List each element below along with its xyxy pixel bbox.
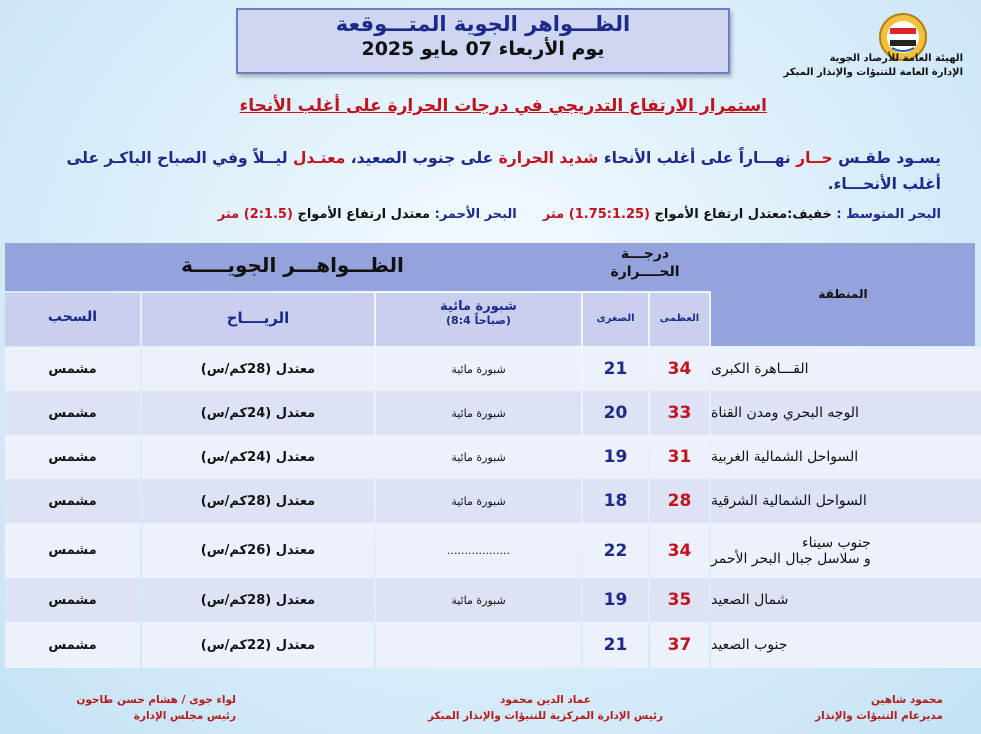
- table-header-top: [5, 243, 711, 291]
- region-header-label: المنطقة: [818, 287, 868, 301]
- wind-cell: [142, 578, 374, 622]
- desc-part: على جنوب الصعيد،: [345, 149, 499, 167]
- desc-part: ليــلاً وفي الصباح الباكـر على أغلب الأنحـــاء.: [66, 149, 941, 193]
- max-value: 31: [667, 447, 692, 467]
- temp-header-line-2: الحــــرارة: [610, 264, 680, 280]
- fog-cell: [376, 435, 581, 479]
- cloud-header: [5, 293, 140, 346]
- min-cell: [583, 391, 648, 435]
- region-cell: [711, 435, 981, 479]
- cloud-value: مشمس: [48, 449, 97, 465]
- max-cell: [650, 391, 709, 435]
- table-row: [5, 578, 975, 622]
- region-cell: [711, 523, 981, 578]
- fog-cell: [376, 578, 581, 622]
- min-value: 19: [603, 590, 628, 610]
- region-name: جنوب الصعيد: [711, 637, 788, 653]
- forecast-table: [5, 243, 975, 668]
- wind-header: [142, 293, 374, 346]
- med-wave-height: (1.75:1.25) متر: [542, 207, 650, 222]
- min-cell: [583, 435, 648, 479]
- org-line-2: الإدارة العامة للتنبؤات والإنذار المبكر: [783, 67, 963, 78]
- med-wave-label: ارتفاع الأمواج: [650, 207, 748, 222]
- temp-header-line-1: درجـــة: [620, 246, 670, 262]
- org-line-1: الهيئة العامة للأرصاد الجوية: [829, 53, 963, 64]
- cloud-cell: [5, 435, 140, 479]
- signature-left-title: رئيس مجلس الإدارة: [133, 710, 236, 722]
- page-title: الظـــواهر الجوية المتـــوقعة: [335, 12, 631, 36]
- min-cell: [583, 347, 648, 391]
- region-cell: [711, 347, 981, 391]
- fog-header-label: شبورة مائية: [440, 299, 517, 314]
- table-row: [5, 391, 975, 435]
- cloud-cell: [5, 622, 140, 668]
- table-row: [5, 523, 975, 578]
- fog-value: شبورة مائية: [451, 406, 506, 420]
- fog-cell: [376, 479, 581, 523]
- desc-moderate: معتـدل: [292, 149, 346, 167]
- max-cell: [650, 347, 709, 391]
- max-cell: [650, 523, 709, 578]
- max-cell: [650, 435, 709, 479]
- region-header: [711, 243, 975, 346]
- fog-cell: [376, 622, 581, 668]
- med-sea-state: خفيف:معتدل: [747, 207, 837, 222]
- max-value: 34: [667, 359, 692, 379]
- fog-cell: [376, 523, 581, 578]
- title-box: [236, 8, 730, 74]
- max-header-label: العظمى: [659, 313, 700, 324]
- signature-right-name: محمود شاهين: [870, 694, 943, 706]
- fog-value: شبورة مائية: [451, 362, 506, 376]
- min-value: 18: [603, 491, 628, 511]
- headline: استمرار الارتفاع التدريجي في درجات الحرارة على أغلب الأنحاء: [239, 96, 767, 116]
- fog-cell: [376, 391, 581, 435]
- max-value: 37: [667, 635, 692, 655]
- min-value: 22: [603, 540, 628, 561]
- fog-header: [376, 293, 581, 346]
- wind-cell: [142, 391, 374, 435]
- region-name-line-2: و سلاسل جبال البحر الأحمر: [711, 550, 871, 567]
- sea-conditions: [218, 207, 941, 222]
- table-row: [5, 435, 975, 479]
- cloud-value: مشمس: [48, 592, 97, 608]
- cloud-cell: [5, 347, 140, 391]
- fog-cell: [376, 347, 581, 391]
- signature-right-title: مديرعام التنبؤات والإنذار: [815, 710, 943, 722]
- table-row: [5, 479, 975, 523]
- cloud-header-label: السحب: [47, 309, 98, 325]
- region-cell: [711, 479, 981, 523]
- region-cell: [711, 578, 981, 622]
- forecast-date: يوم الأربعاء 07 مايو 2025: [361, 38, 605, 60]
- min-value: 19: [603, 447, 628, 467]
- min-header: [583, 293, 648, 346]
- signature-center-name: عماد الدين محمود: [500, 694, 591, 706]
- region-name: الوجه البحري ومدن القناة: [711, 405, 859, 421]
- max-cell: [650, 479, 709, 523]
- region-name: السواحل الشمالية الغربية: [711, 449, 859, 465]
- signature-left: [76, 692, 236, 724]
- red-wave-height: (2:1.5) متر: [217, 207, 293, 222]
- wind-value: معتدل (28كم/س): [200, 592, 316, 608]
- fog-value: شبورة مائية: [451, 593, 506, 607]
- region-name: السواحل الشمالية الشرقية: [711, 493, 867, 509]
- min-cell: [583, 578, 648, 622]
- desc-part: نهـــاراً على أغلب الأنحاء: [598, 149, 797, 167]
- wind-value: معتدل (24كم/س): [200, 405, 316, 421]
- table-row: [5, 347, 975, 391]
- cloud-cell: [5, 391, 140, 435]
- desc-part: يسـود طقـس: [832, 149, 941, 167]
- temperature-header: [585, 245, 705, 281]
- min-value: 20: [603, 403, 628, 423]
- wind-value: معتدل (24كم/س): [200, 449, 316, 465]
- max-value: 28: [667, 491, 692, 511]
- red-sea-label: البحر الأحمر:: [434, 207, 517, 222]
- organization-name: [784, 52, 964, 80]
- wind-value: معتدل (28كم/س): [200, 361, 316, 377]
- signature-center: [428, 692, 663, 724]
- desc-hot: حــار: [796, 149, 833, 167]
- wind-value: معتدل (28كم/س): [200, 493, 316, 509]
- min-cell: [583, 523, 648, 578]
- med-sea-label: البحر المتوسط :: [836, 207, 941, 222]
- region-cell: [711, 391, 981, 435]
- signature-left-name: لواء جوى / هشام حسن طاحون: [76, 694, 236, 706]
- fog-value: شبورة مائية: [451, 450, 506, 464]
- min-value: 21: [603, 359, 628, 379]
- fog-header-time: (8:4 صباحاً): [446, 314, 511, 327]
- cloud-cell: [5, 578, 140, 622]
- wind-cell: [142, 523, 374, 578]
- region-name: شمال الصعيد: [711, 592, 789, 608]
- wind-value: معتدل (26كم/س): [200, 543, 316, 558]
- cloud-cell: [5, 479, 140, 523]
- wind-cell: [142, 622, 374, 668]
- region-name: جنوب سيناء: [802, 534, 871, 551]
- region-cell: [711, 622, 981, 668]
- cloud-value: مشمس: [48, 637, 97, 653]
- cloud-value: مشمس: [48, 543, 97, 558]
- wind-cell: [142, 479, 374, 523]
- fog-value: شبورة مائية: [451, 494, 506, 508]
- phenomena-header: الظـــواهـــر الجويـــــة: [181, 253, 404, 277]
- max-value: 34: [667, 540, 692, 561]
- max-value: 33: [667, 403, 692, 423]
- red-wave-label: ارتفاع الأمواج: [292, 207, 391, 222]
- min-cell: [583, 622, 648, 668]
- min-header-label: الصغرى: [596, 313, 635, 324]
- max-header: [650, 293, 709, 346]
- table-row: [5, 622, 975, 668]
- max-cell: [650, 622, 709, 668]
- region-name: القـــاهرة الكبرى: [711, 361, 809, 377]
- weather-description: [41, 145, 941, 197]
- signature-center-title: رئيس الإدارة المركزية للتنبؤات والإنذار المبكر: [427, 710, 663, 722]
- cloud-value: مشمس: [48, 405, 97, 421]
- max-cell: [650, 578, 709, 622]
- desc-very-hot: شديد الحرارة: [498, 149, 599, 167]
- fog-value: ..................: [447, 544, 510, 557]
- wind-header-label: الريــــاح: [226, 309, 290, 327]
- red-sea-state: معتدل: [390, 207, 435, 222]
- wind-value: معتدل (22كم/س): [200, 637, 316, 653]
- cloud-value: مشمس: [48, 493, 97, 509]
- max-value: 35: [667, 590, 692, 610]
- wind-cell: [142, 435, 374, 479]
- min-value: 21: [603, 635, 628, 655]
- cloud-cell: [5, 523, 140, 578]
- min-cell: [583, 479, 648, 523]
- cloud-value: مشمس: [48, 361, 97, 377]
- wind-cell: [142, 347, 374, 391]
- signature-right: [815, 692, 943, 724]
